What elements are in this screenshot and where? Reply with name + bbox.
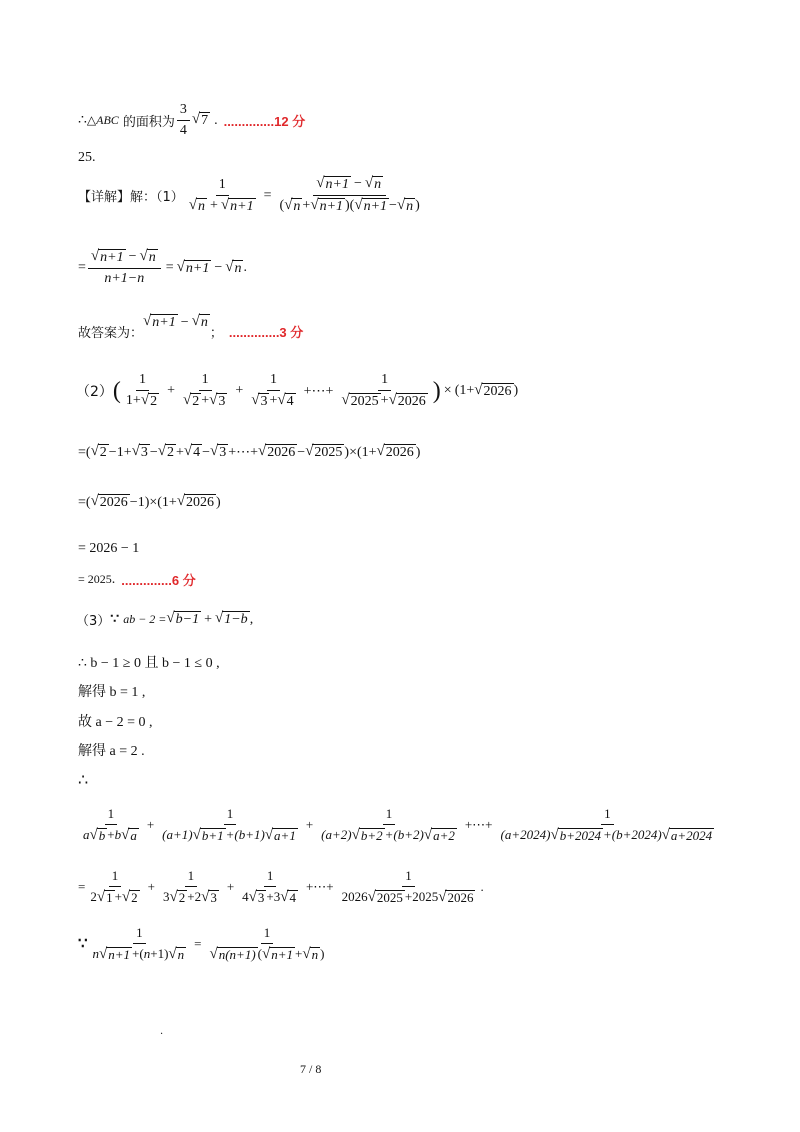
series-line1: 1 a √ b +b √ a + 1 (a+1) √ b+1 +(b+1) √ a+1 + 1 (a+2) √ b+2 +(b+2) √ a+2 +⋯+ 1 (a+2024) √ b+2024 +(b+2024) √ a+2024: [83, 806, 713, 843]
because-symbol: ∵: [110, 612, 120, 627]
area-end: .: [214, 112, 218, 128]
points-6: ..............6 分: [121, 573, 196, 588]
because-symbol-2: ∵: [78, 936, 88, 953]
area-fraction: [177, 102, 190, 139]
part3-given: （3） ∵ ab − 2 = √ b−1 + √ 1−b ,: [76, 609, 254, 629]
p1-frac-b: √ n+1 − √ n ( √ n + √ n+1 )( √ n+1 − √ n ): [279, 175, 420, 215]
sqrt-7: √ 7: [191, 110, 209, 128]
page-number: 7 / 8: [300, 1062, 322, 1076]
p1-frac-a: 1 √ n + √ n+1: [188, 176, 254, 214]
part2-line3: =( √ 2026 −1)×(1+ √ 2026 ): [78, 493, 221, 510]
stray-dot: .: [160, 1026, 164, 1037]
part3-solve-a: 解得 a = 2 .: [78, 744, 145, 759]
area-den: 4: [179, 123, 187, 138]
question-number: 25.: [78, 150, 96, 165]
sqrt-7-value: 7: [201, 112, 209, 128]
part3-condition: ∴ b − 1 ≥ 0 且 b − 1 ≤ 0 ,: [78, 656, 220, 671]
answer-end: ；: [209, 326, 223, 341]
general-term: ∵ 1 n √ n+1 +(n+1) √ n = 1 √ n(n+1) ( √ n+1 + √ n ): [78, 925, 325, 962]
p1-step2-den: n+1−n: [104, 271, 145, 287]
p1-frac-c: √ n+1 − √ n n+1−n: [88, 249, 161, 287]
series-dots: +⋯+: [464, 816, 493, 832]
points-3: ..............3 分: [228, 325, 304, 340]
part2-line1: （2） ( 1 1+ √ 2 + 1 √ 2 + √ 3 + 1 √ 3 + √ 4 +⋯+ 1 √ 2025 + √ 2026 ) × (1+ √ 2026 ): [76, 372, 519, 409]
therefore-symbol: ∴: [78, 113, 87, 128]
part2-result2: = 2025 . ..............6 分: [78, 571, 196, 588]
part3-so-a: 故 a − 2 = 0 ,: [78, 715, 153, 730]
area-line: [78, 102, 305, 139]
result-2025: = 2025: [78, 572, 112, 586]
triangle-label: △ABC: [86, 113, 119, 127]
part1-line2: = √ n+1 − √ n n+1−n = √ n+1 − √ n .: [78, 248, 247, 287]
part2-result1: = 2026 − 1: [78, 541, 140, 556]
sqrt-b-minus-1: b−1: [175, 611, 200, 627]
p2-dots: +⋯+: [303, 383, 334, 399]
area-text: 的面积为: [122, 115, 175, 130]
part1-line1: 【详解】解：（1） 1 √ n + √ n+1 = √ n+1 − √ n ( √ n + √ n+1 )( √ n+1 − √ n ): [78, 176, 425, 215]
sqrt-1-minus-b: 1−b: [224, 611, 248, 627]
given-lhs: ab − 2 =: [123, 612, 167, 626]
detail-prefix: 【详解】解：（1）: [78, 190, 184, 206]
part1-answer: 故答案为： √ n+1 − √ n ； ..............3 分: [78, 312, 304, 341]
points-12: ..............12 分: [223, 114, 306, 129]
part2-line2: =( √ 2 −1+ √ 3 − √ 2 + √ 4 − √ 3 +⋯+ √ 2026 − √ 2025 )×(1+ √ 2026 ): [78, 443, 421, 461]
answer-label: 故答案为：: [78, 326, 144, 341]
part3-solve-b: 解得 b = 1 ,: [78, 685, 146, 700]
area-num: 3: [177, 102, 190, 121]
series-line2: = 1 2 √ 1 + √ 2 + 1 3 √ 2 +2 √ 3 + 1 4 √ 3 +3 √ 4 +⋯+ 1 2026 √ 2025 +2025 √ 2026 .: [78, 868, 484, 905]
part2-label: （2）: [76, 384, 113, 401]
part3-label: （3）: [76, 614, 111, 629]
part3-therefore: ∴: [78, 772, 89, 789]
